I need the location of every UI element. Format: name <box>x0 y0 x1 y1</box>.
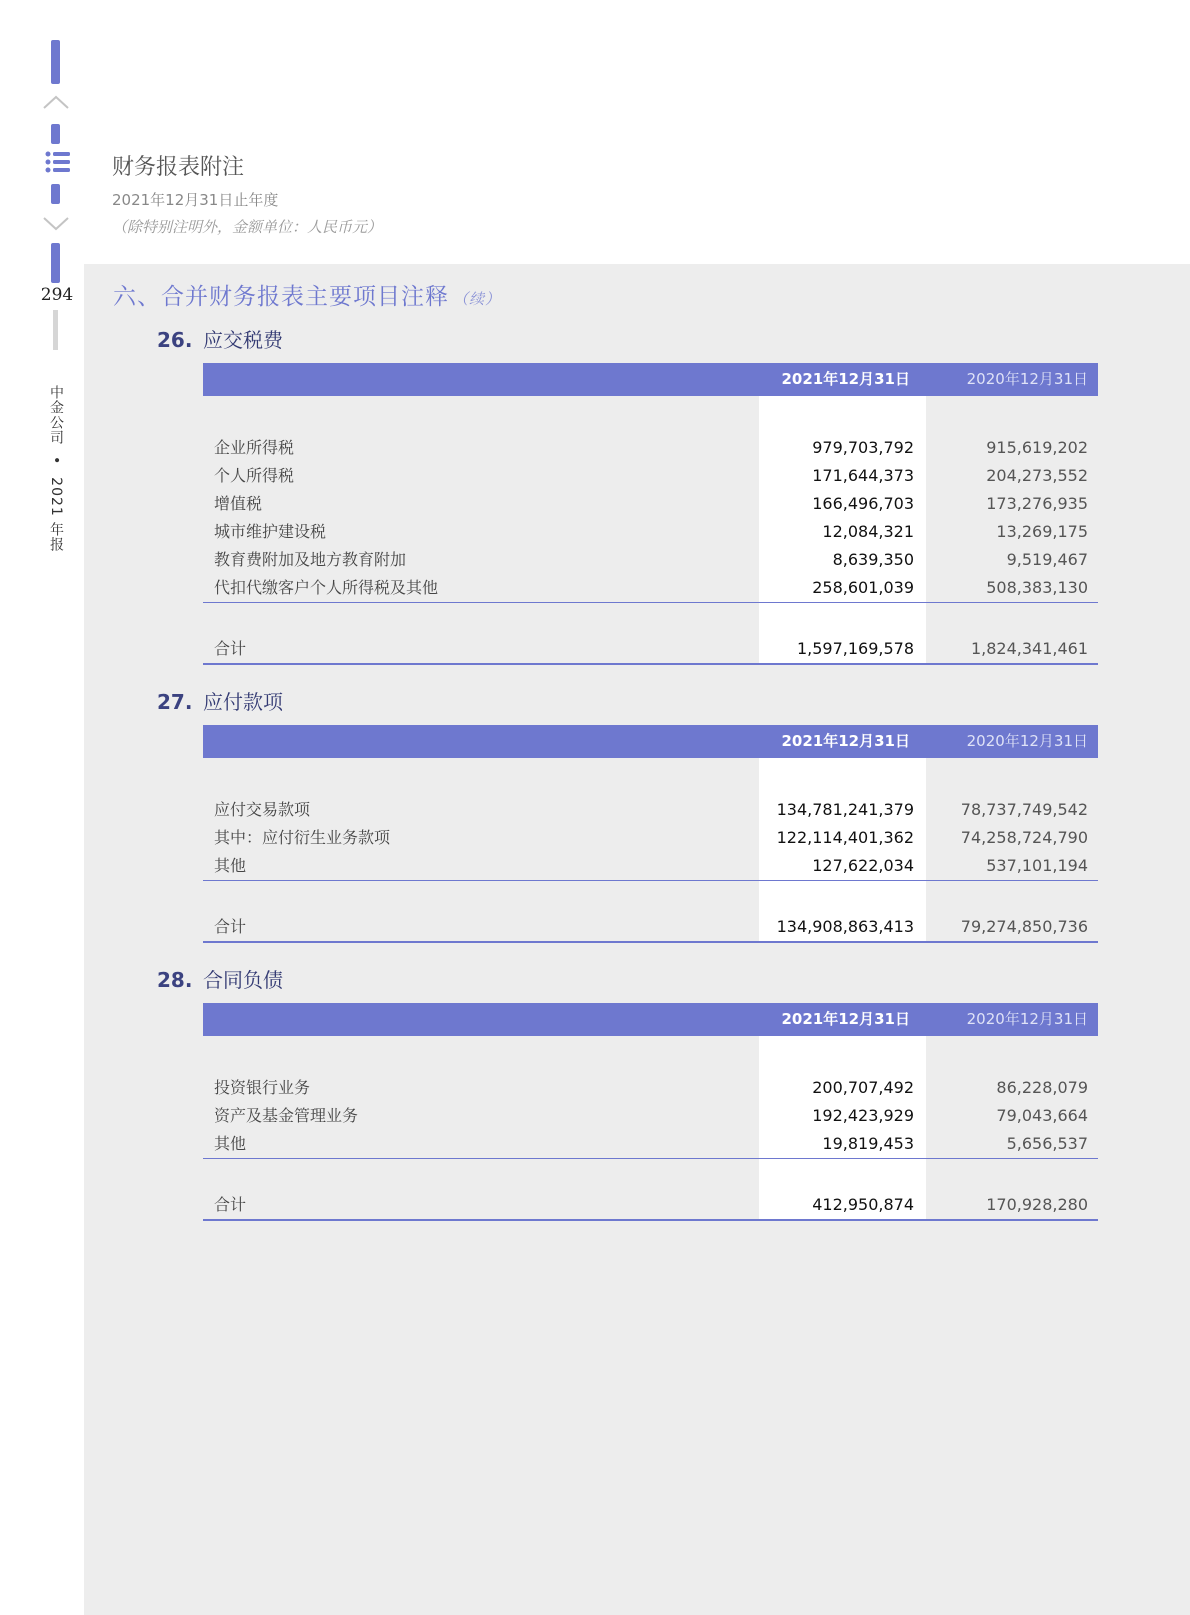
row-label: 应付交易款项 <box>214 800 311 819</box>
value-2021: 192,423,929 <box>812 1106 914 1125</box>
value-2021: 134,908,863,413 <box>776 917 914 936</box>
subtotal-divider <box>203 602 1098 603</box>
row-label: 个人所得税 <box>214 466 295 485</box>
rail-bar-segment <box>51 124 60 144</box>
value-2020: 5,656,537 <box>1006 1134 1088 1153</box>
column-header-2020: 2020年12月31日 <box>966 732 1088 750</box>
rail-bar-segment <box>51 184 60 204</box>
table-row <box>203 1130 1098 1158</box>
total-row <box>203 1191 1098 1219</box>
table-row <box>203 824 1098 852</box>
list-icon[interactable] <box>45 150 71 174</box>
value-2021: 171,644,373 <box>812 466 914 485</box>
column-header-2021: 2021年12月31日 <box>781 370 910 388</box>
row-label: 教育费附加及地方教育附加 <box>214 550 407 569</box>
table-row <box>203 574 1098 602</box>
page-header <box>112 150 382 237</box>
company-name: 中金公司 <box>48 385 64 445</box>
value-2020: 170,928,280 <box>986 1195 1088 1214</box>
value-2020: 74,258,724,790 <box>960 828 1088 847</box>
row-label: 其中：应付衍生业务款项 <box>214 828 391 847</box>
value-2021: 258,601,039 <box>812 578 914 597</box>
value-2021: 122,114,401,362 <box>776 828 914 847</box>
note-number: 28. <box>157 968 193 992</box>
table-row <box>203 546 1098 574</box>
value-2020: 915,619,202 <box>986 438 1088 457</box>
table-row <box>203 434 1098 462</box>
total-divider <box>203 941 1098 943</box>
value-2020: 508,383,130 <box>986 578 1088 597</box>
value-2020: 13,269,175 <box>996 522 1088 541</box>
value-2021: 134,781,241,379 <box>776 800 914 819</box>
value-2021: 166,496,703 <box>812 494 914 513</box>
note-heading-27 <box>157 686 283 715</box>
section-title-text: 六、合并财务报表主要项目注释 <box>113 284 449 310</box>
value-2021: 12,084,321 <box>822 522 914 541</box>
value-2021: 8,639,350 <box>832 550 914 569</box>
note-title: 应交税费 <box>203 328 283 352</box>
page-number: 294 <box>40 285 74 305</box>
value-2020: 78,737,749,542 <box>960 800 1088 819</box>
value-2020: 79,274,850,736 <box>960 917 1088 936</box>
note-heading-28 <box>157 964 283 993</box>
total-row <box>203 635 1098 663</box>
table-body <box>203 758 1098 941</box>
chevron-down-icon[interactable] <box>42 216 70 232</box>
value-2021: 200,707,492 <box>812 1078 914 1097</box>
table-body <box>203 396 1098 663</box>
subtotal-divider <box>203 880 1098 881</box>
row-label: 代扣代缴客户个人所得税及其他 <box>214 578 439 597</box>
note-heading-26 <box>157 324 283 353</box>
total-divider <box>203 1219 1098 1221</box>
value-2021: 412,950,874 <box>812 1195 914 1214</box>
rail-divider <box>53 310 58 350</box>
column-header-2021: 2021年12月31日 <box>781 732 910 750</box>
column-header-2021: 2021年12月31日 <box>781 1010 910 1028</box>
note-title: 合同负债 <box>203 968 283 992</box>
row-label: 增值税 <box>214 494 263 513</box>
side-label <box>46 385 66 552</box>
value-2021: 1,597,169,578 <box>796 639 914 658</box>
chevron-up-icon[interactable] <box>42 94 70 110</box>
side-rail <box>0 0 84 1615</box>
table-row <box>203 852 1098 880</box>
subtotal-divider <box>203 1158 1098 1159</box>
row-label: 合计 <box>214 917 247 936</box>
value-2020: 9,519,467 <box>1006 550 1088 569</box>
table-row <box>203 1074 1098 1102</box>
table-header <box>203 1003 1098 1036</box>
row-label: 企业所得税 <box>214 438 295 457</box>
continued-label: （续） <box>453 290 502 308</box>
total-divider <box>203 663 1098 665</box>
taxes-payable-table <box>203 363 1098 665</box>
rail-bar-bottom <box>51 243 60 283</box>
separator-dot: • <box>48 456 64 466</box>
value-2020: 79,043,664 <box>996 1106 1088 1125</box>
value-2020: 537,101,194 <box>986 856 1088 875</box>
table-row <box>203 490 1098 518</box>
row-label: 合计 <box>214 1195 247 1214</box>
value-2020: 1,824,341,461 <box>970 639 1088 658</box>
note-title: 应付款项 <box>203 690 283 714</box>
row-label: 城市维护建设税 <box>214 522 327 541</box>
accounts-payable-table <box>203 725 1098 943</box>
column-header-2020: 2020年12月31日 <box>966 370 1088 388</box>
total-row <box>203 913 1098 941</box>
value-2021: 979,703,792 <box>812 438 914 457</box>
section-title <box>113 278 501 311</box>
table-header <box>203 725 1098 758</box>
value-2020: 173,276,935 <box>986 494 1088 513</box>
row-label: 其他 <box>214 856 247 875</box>
row-label: 合计 <box>214 639 247 658</box>
value-2020: 204,273,552 <box>986 466 1088 485</box>
column-header-2020: 2020年12月31日 <box>966 1010 1088 1028</box>
table-row <box>203 796 1098 824</box>
note-number: 26. <box>157 328 193 352</box>
row-label: 其他 <box>214 1134 247 1153</box>
table-row <box>203 518 1098 546</box>
table-row <box>203 1102 1098 1130</box>
contract-liabilities-table <box>203 1003 1098 1221</box>
table-row <box>203 462 1098 490</box>
note-number: 27. <box>157 690 193 714</box>
rail-bar-top <box>51 40 60 84</box>
report-year: 2021 年报 <box>48 477 64 553</box>
table-body <box>203 1036 1098 1219</box>
row-label: 资产及基金管理业务 <box>214 1106 359 1125</box>
value-2021: 127,622,034 <box>812 856 914 875</box>
page-title: 财务报表附注 <box>112 155 245 180</box>
period-label: 2021年12月31日止年度 <box>112 191 279 209</box>
row-label: 投资银行业务 <box>214 1078 311 1097</box>
value-2021: 19,819,453 <box>822 1134 914 1153</box>
value-2020: 86,228,079 <box>996 1078 1088 1097</box>
unit-note: （除特别注明外，金额单位：人民币元） <box>112 218 383 236</box>
table-header <box>203 363 1098 396</box>
